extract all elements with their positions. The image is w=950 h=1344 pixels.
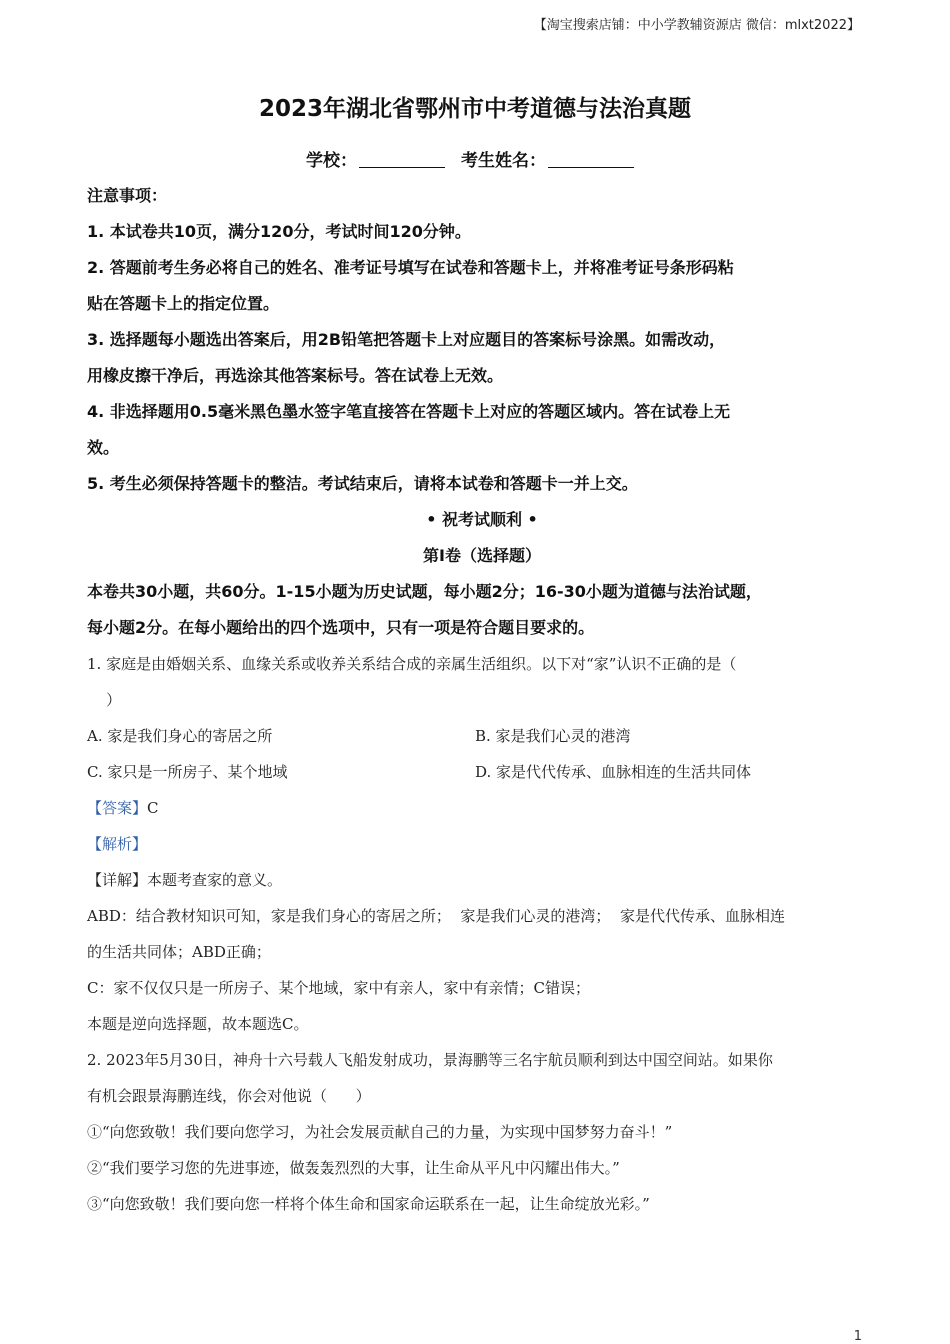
- notice-item: 3. 选择题每小题选出答案后，用2B铅笔把答题卡上对应题目的答案标号涂黑。如需改动，: [87, 330, 726, 349]
- q1-explanation: ABD：结合教材知识可知，家是我们身心的寄居之所； 家是我们心灵的港湾； 家是代代传承、血脉相连: [87, 907, 785, 925]
- name-label: 考生姓名：: [460, 151, 546, 171]
- q1-option-a: A. 家是我们身心的寄居之所: [87, 727, 273, 745]
- q1-explanation: 本题是逆向选择题，故本题选C。: [87, 1015, 309, 1033]
- notice-item: 2. 答题前考生务必将自己的姓名、准考证号填写在试卷和答题卡上，并将准考证号条形码粘: [87, 258, 734, 277]
- q1-option-d: D. 家是代代传承、血脉相连的生活共同体: [475, 763, 752, 781]
- section-desc: 本卷共30小题，共60分。1-15小题为历史试题，每小题2分；16-30小题为道德与法治试题，: [87, 582, 762, 601]
- q2-item: ②“我们要学习您的先进事迹，做轰轰烈烈的大事，让生命从平凡中闪耀出伟大。”: [87, 1159, 620, 1177]
- q1-options-row-2: [87, 754, 877, 790]
- q1-detail: 【详解】本题考查家的意义。: [87, 871, 283, 889]
- notice-item: 效。: [87, 438, 120, 457]
- q1-option-c: C. 家只是一所房子、某个地域: [87, 763, 288, 781]
- school-label: 学校：: [306, 151, 358, 171]
- q1-stem: 1. 家庭是由婚姻关系、血缘关系或收养关系结合成的亲属生活组织。以下对“家”认识不正确的是（: [87, 655, 737, 673]
- document-content: [87, 178, 877, 1222]
- q1-explanation: C：家不仅仅只是一所房子、某个地域，家中有亲人，家中有亲情；C错误；: [87, 979, 590, 997]
- header-note: 【淘宝搜索店铺：中小学教辅资源店 微信：mlxt2022】: [533, 18, 860, 33]
- notice-item: 贴在答题卡上的指定位置。: [87, 294, 280, 313]
- notice-heading: 注意事项：: [87, 186, 168, 205]
- answer-tag: 【答案】: [87, 799, 148, 817]
- q2-stem-cont: 有机会跟景海鹏连线，你会对他说（ ）: [87, 1087, 371, 1105]
- school-blank: [359, 151, 445, 168]
- q1-stem-cont: ）: [87, 691, 122, 709]
- page-title: 2023年湖北省鄂州市中考道德与法治真题: [258, 96, 691, 122]
- page-number: 1: [853, 1329, 862, 1344]
- wish-line: • 祝考试顺利 •: [426, 510, 538, 529]
- analysis-tag: 【解析】: [87, 835, 148, 853]
- q1-explanation: 的生活共同体；ABD正确；: [87, 943, 271, 961]
- name-blank: [548, 151, 634, 168]
- notice-item: 1. 本试卷共10页，满分120分，考试时间120分钟。: [87, 222, 471, 241]
- section-title: 第Ⅰ卷（选择题）: [423, 546, 541, 565]
- q2-stem: 2. 2023年5月30日，神舟十六号载人飞船发射成功，景海鹏等三名宇航员顺利到达中国空间站。如果你: [87, 1051, 773, 1069]
- notice-item: 用橡皮擦干净后，再选涂其他答案标号。答在试卷上无效。: [87, 366, 504, 385]
- school-name-line: [0, 146, 950, 171]
- section-desc: 每小题2分。在每小题给出的四个选项中，只有一项是符合题目要求的。: [87, 618, 595, 637]
- answer-value: C: [147, 799, 159, 817]
- q1-options-row-1: [87, 718, 877, 754]
- q1-option-b: B. 家是我们心灵的港湾: [475, 727, 631, 745]
- q2-item: ③“向您致敬！我们要向您一样将个体生命和国家命运联系在一起，让生命绽放光彩。”: [87, 1195, 650, 1213]
- notice-item: 4. 非选择题用0.5毫米黑色墨水签字笔直接答在答题卡上对应的答题区域内。答在试卷上无: [87, 402, 731, 421]
- q1-answer: [87, 790, 877, 826]
- q2-item: ①“向您致敬！我们要向您学习，为社会发展贡献自己的力量，为实现中国梦努力奋斗！”: [87, 1123, 673, 1141]
- notice-item: 5. 考生必须保持答题卡的整洁。考试结束后，请将本试卷和答题卡一并上交。: [87, 474, 638, 493]
